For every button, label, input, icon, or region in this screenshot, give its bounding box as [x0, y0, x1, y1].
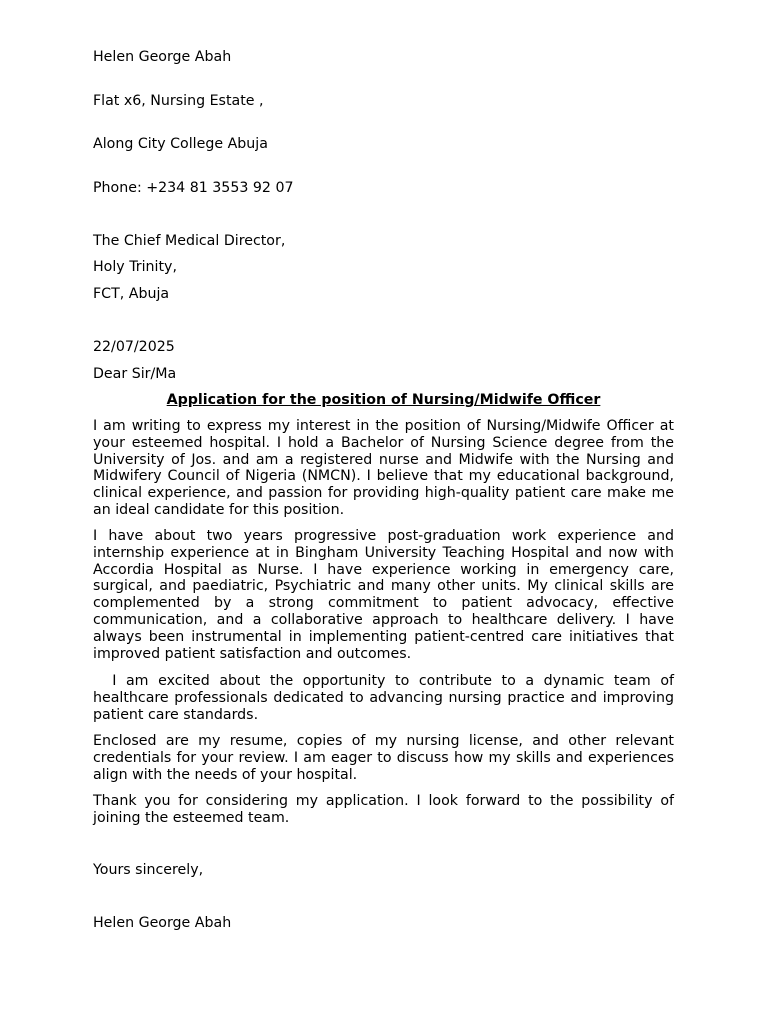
- paragraph-1: I am writing to express my interest in the position of Nursing/Midwife Officer at your esteemed hospital. I hold a Bachelor of Nursing Science degree from the University of Jos. and am a registered nurse and Midwife with the Nursing and Midwifery Council of Nigeria (NMCN). I believe that my educational background, clinical experience, and passion for providing high-quality patient care make me an ideal candidate for this position.: [93, 418, 674, 518]
- signature-name: Helen George Abah: [93, 915, 232, 931]
- sender-name: Helen George Abah: [93, 49, 232, 65]
- paragraph-3: I am excited about the opportunity to contribute to a dynamic team of healthcare professionals dedicated to advancing nursing practice and improving patient care standards.: [93, 673, 679, 723]
- paragraph-4: Enclosed are my resume, copies of my nursing license, and other relevant credentials for your review. I am eager to discuss how my skills and experiences align with the needs of your hospital.: [93, 733, 674, 783]
- paragraph-2: I have about two years progressive post-graduation work experience and internship experience at in Bingham University Teaching Hospital and now with Accordia Hospital as Nurse. I have experience working in emergency care, surgical, and paediatric, Psychiatric and many other units. My clinical skills are complemented by a strong commitment to patient advocacy, effective communication, and a collaborative approach to healthcare delivery. I have always been instrumental in implementing patient-centred care initiatives that improved patient satisfaction and outcomes.: [93, 528, 674, 662]
- sender-address-line2: Along City College Abuja: [93, 136, 268, 152]
- paragraph-5: Thank you for considering my application. I look forward to the possibility of joining the esteemed team.: [93, 793, 674, 826]
- closing: Yours sincerely,: [93, 862, 204, 878]
- sender-phone: Phone: +234 81 3553 92 07: [93, 180, 294, 196]
- recipient-organization: Holy Trinity,: [93, 259, 177, 275]
- subject-heading: Application for the position of Nursing/Midwife Officer: [166, 392, 601, 408]
- recipient-location: FCT, Abuja: [93, 286, 170, 302]
- letter-date: 22/07/2025: [93, 339, 175, 355]
- sender-address-line1: Flat x6, Nursing Estate ,: [93, 93, 264, 109]
- recipient-title: The Chief Medical Director,: [93, 233, 286, 249]
- salutation: Dear Sir/Ma: [93, 366, 177, 382]
